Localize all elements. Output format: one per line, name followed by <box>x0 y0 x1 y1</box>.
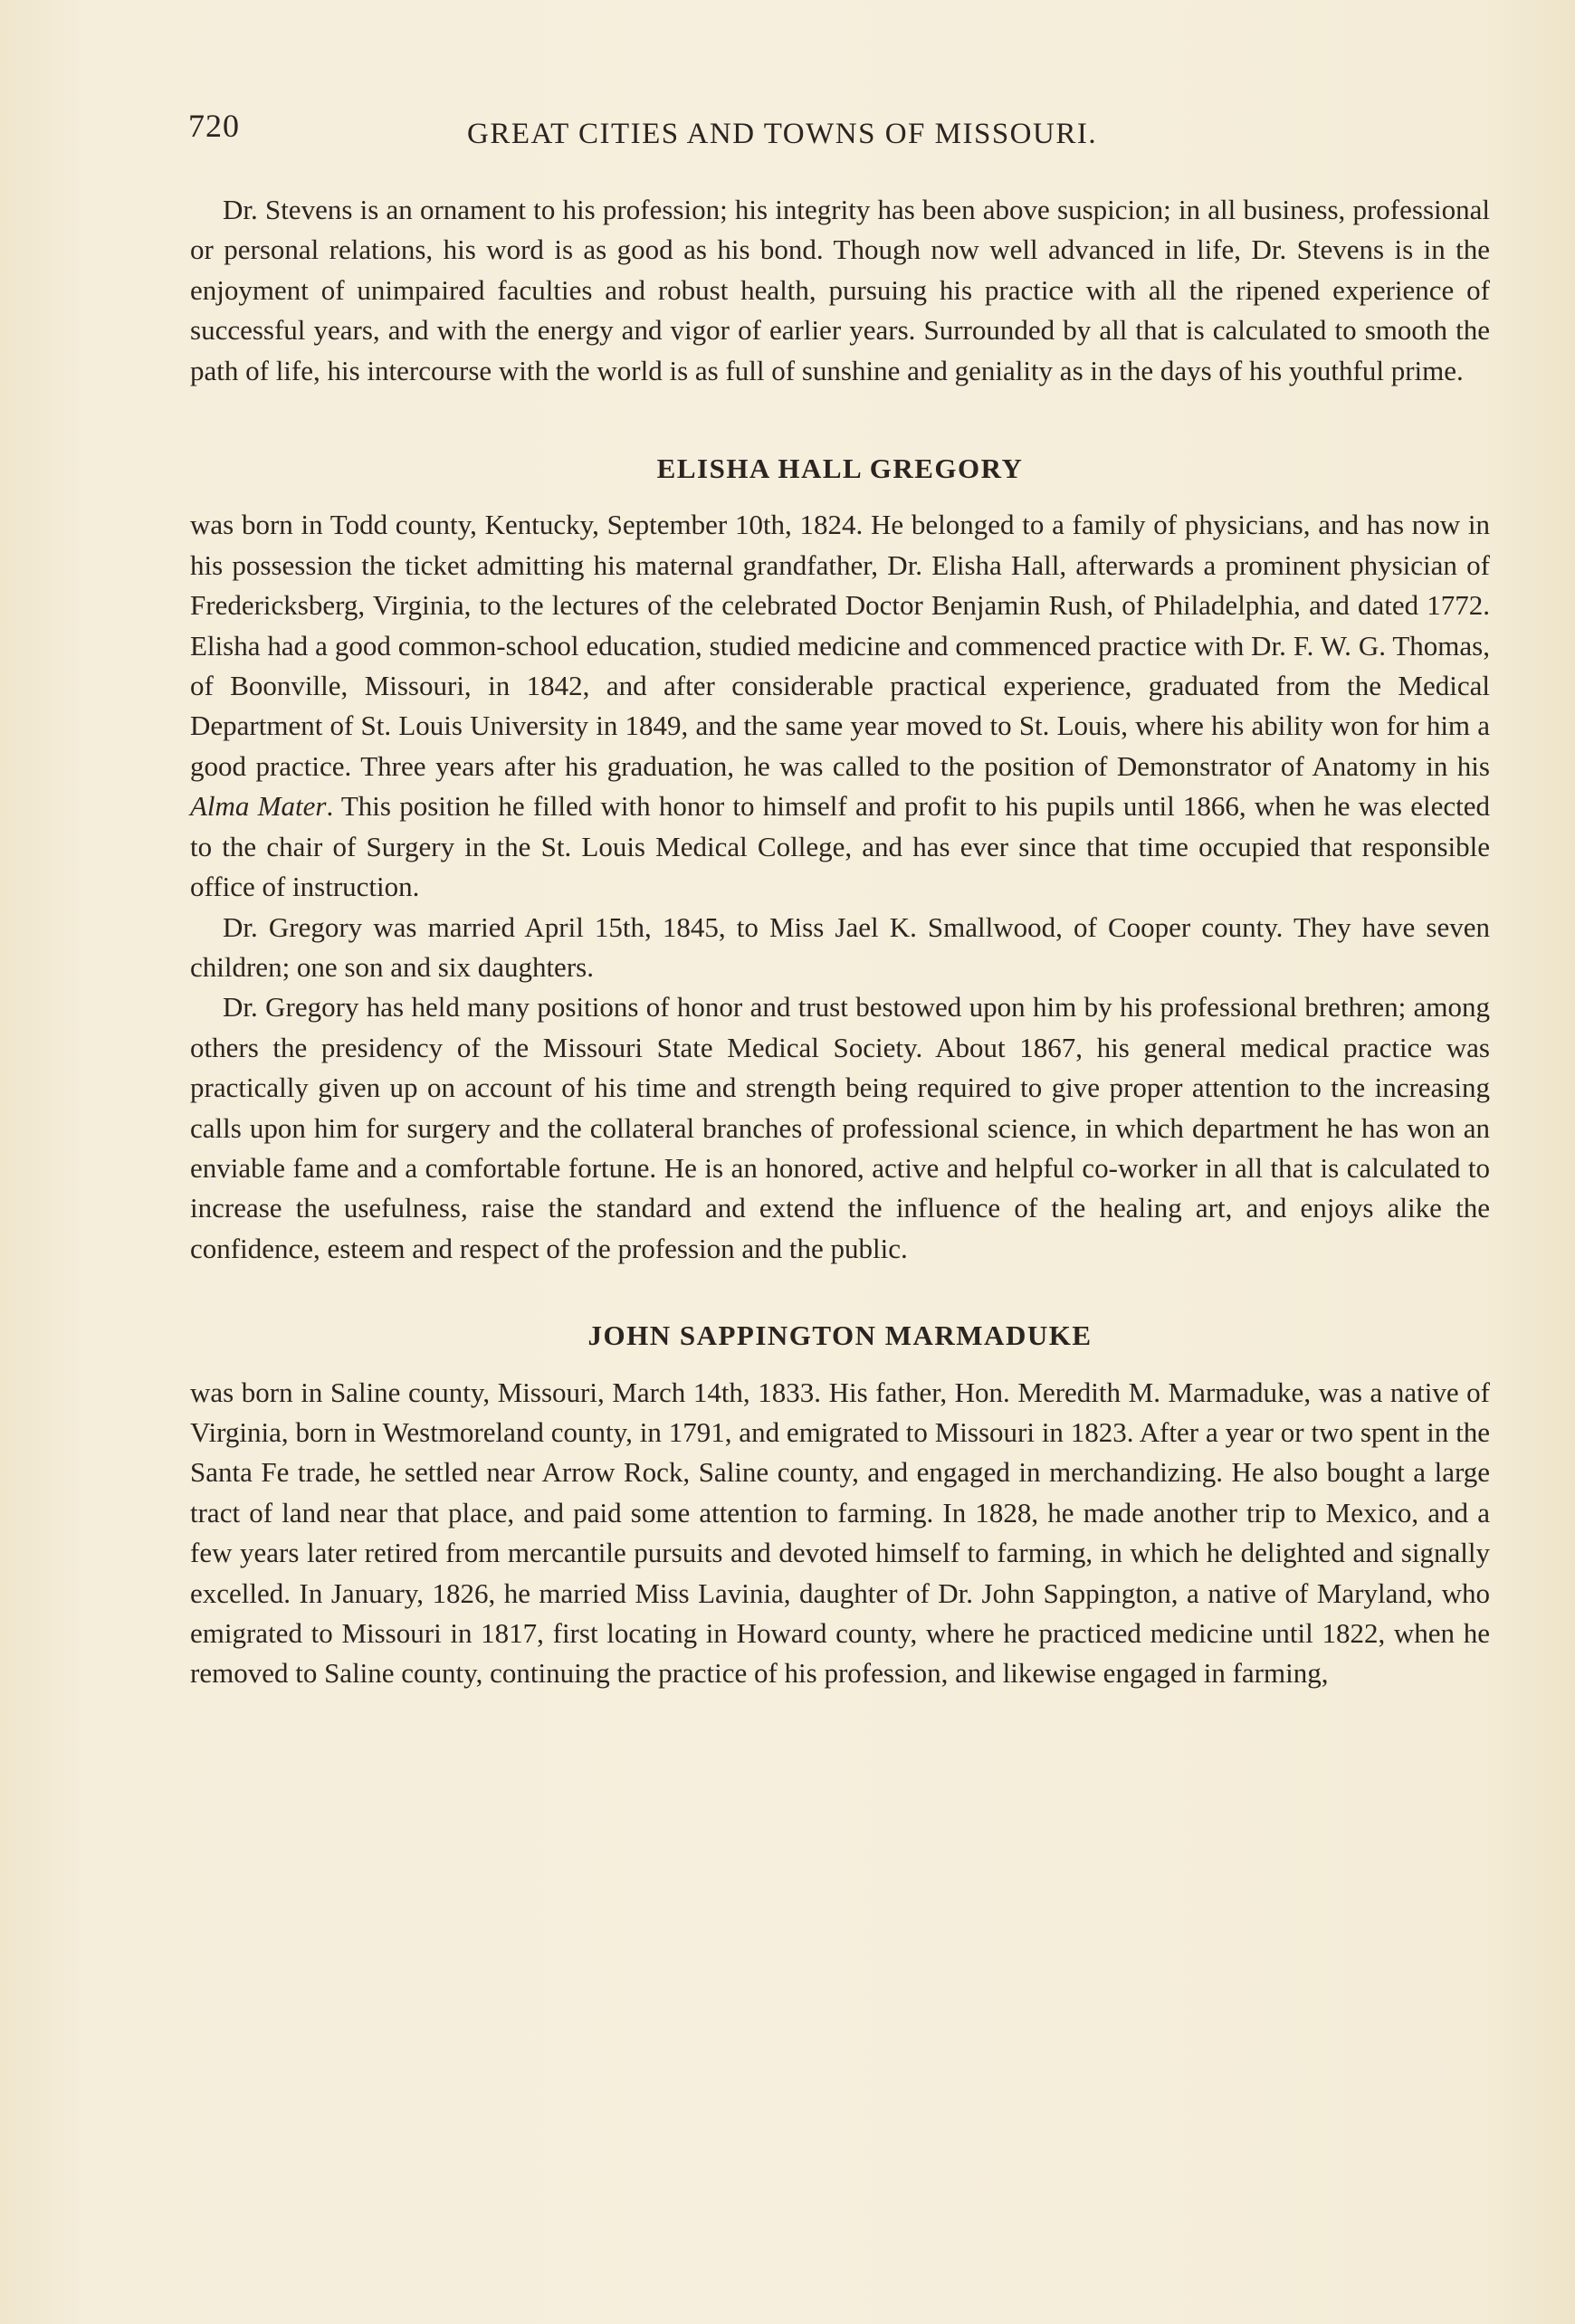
gregory-1-text: was born in Todd county, Kentucky, September 10th, 1824. He belonged to a family of physicians, and has now in his possession the ticket admitting his maternal grandfather, Dr. Elisha Hall, afterwards a prominent physician of Fredericksberg, Virginia, to the lectures of the celebrated Doctor Benjamin Rush, of Philadelphia, and dated 1772. Elisha had a good common-school education, studied medicine and commenced practice with Dr. F. W. G. Thomas, of Boonville, Missouri, in 1842, and after considerable practical experience, graduated from the Medical Department of St. Louis University in 1849, and the same year moved to St. Louis, where his ability won for him a good practice. Three years after his graduation, he was called to the position of Demonstrator of Anatomy in his <box>190 509 1490 782</box>
page-number: 720 <box>188 108 240 144</box>
body-text <box>190 190 1490 1694</box>
running-header <box>177 107 1445 161</box>
paragraph-gregory-1 <box>190 505 1490 907</box>
gregory-1-tail: . This position he filled with honor to himself and profit to his pupils until 1866, when he was elected to the chair of Surgery in the St. Louis Medical College, and has ever since that time occupied that responsible office of instruction. <box>190 790 1490 903</box>
paragraph-gregory-3: Dr. Gregory has held many positions of honor and trust bestowed upon him by his professional brethren; among others the presidency of the Missouri State Medical Society. About 1867, his general medical practice was practically given up on account of his time and strength being required to give proper attention to the increasing calls upon him for surgery and the collateral branches of professional science, in which department he has won an enviable fame and a comfortable fortune. He is an honored, active and helpful co-worker in all that is calculated to increase the usefulness, raise the standard and extend the influence of the healing art, and enjoys alike the confidence, esteem and respect of the profession and the public. <box>190 991 1490 1264</box>
paragraph-marmaduke-1: was born in Saline county, Missouri, March 14th, 1833. His father, Hon. Meredith M. Marmaduke, was a native of Virginia, born in Westmoreland county, in 1791, and emigrated to Missouri in 1823. After a year or two spent in the Santa Fe trade, he settled near Arrow Rock, Saline county, and engaged in merchandizing. He also bought a large tract of land near that place, and paid some attention to farming. In 1828, he made another trip to Mexico, and a few years later retired from mercantile pursuits and devoted himself to farming, in which he delighted and signally excelled. In January, 1826, he married Miss Lavinia, daughter of Dr. John Sappington, a native of Maryland, who emigrated to Missouri in 1817, first locating in Howard county, where he practiced medicine until 1822, when he removed to Saline county, continuing the practice of his profession, and likewise engaged in farming, <box>190 1376 1490 1690</box>
heading-gregory: ELISHA HALL GREGORY <box>656 452 1024 485</box>
paragraph-stevens: Dr. Stevens is an ornament to his profession; his integrity has been above suspicion; in all business, professional or personal relations, his word is as good as his bond. Though now well advanced in life, Dr. Stevens is in the enjoyment of unimpaired faculties and robust health, pursuing his practice with all the ripened experience of successful years, and with the energy and vigor of earlier years. Surrounded by all that is calculated to smooth the path of life, his intercourse with the world is as full of sunshine and geniality as in the days of his youthful prime. <box>190 194 1490 386</box>
paragraph-gregory-2: Dr. Gregory was married April 15th, 1845, to Miss Jael K. Smallwood, of Cooper county. They have seven children; one son and six daughters. <box>190 910 1490 983</box>
heading-marmaduke: JOHN SAPPINGTON MARMADUKE <box>587 1319 1093 1352</box>
running-title: GREAT CITIES AND TOWNS OF MISSOURI. <box>467 118 1098 150</box>
alma-mater: Alma Mater <box>190 790 327 823</box>
